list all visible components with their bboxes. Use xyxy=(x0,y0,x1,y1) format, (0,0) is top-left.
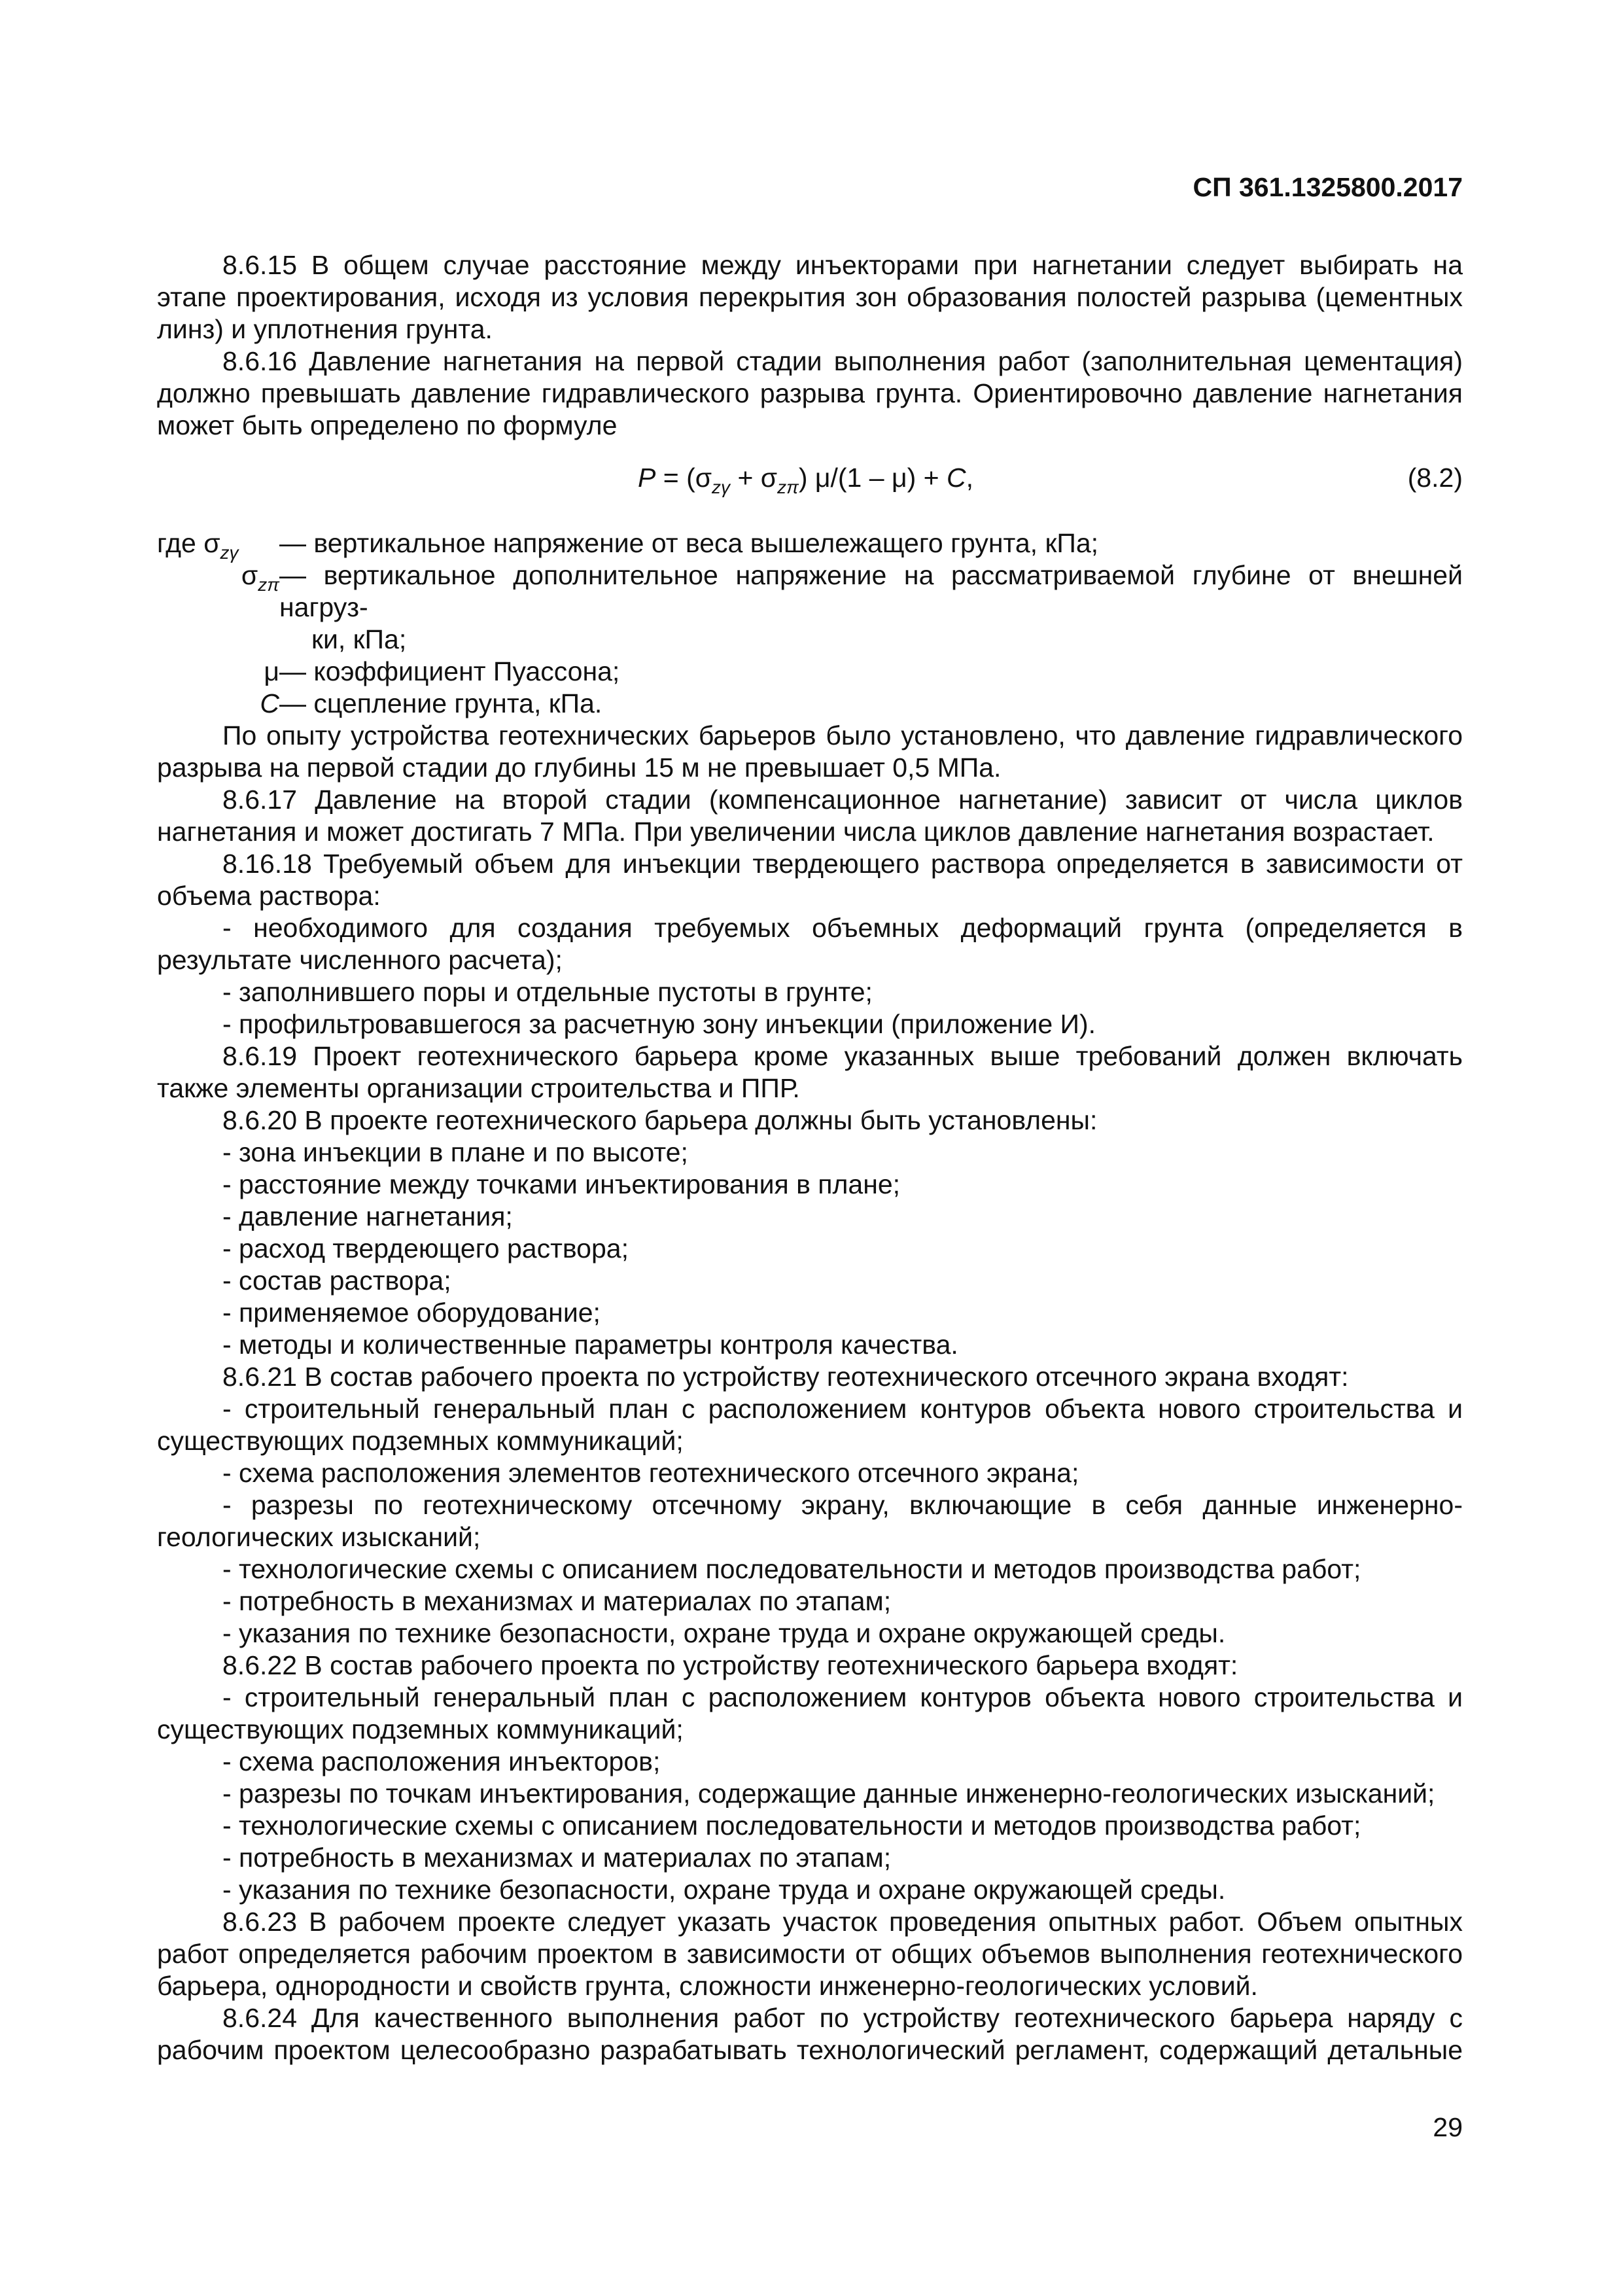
formula-number: (8.2) xyxy=(1407,463,1463,493)
paragraph-8-6-20: 8.6.20 В проекте геотехнического барьера должны быть установлены: xyxy=(222,1105,1098,1135)
document-code-header: СП 361.1325800.2017 xyxy=(1193,172,1463,202)
definition-sigma-z-pi: $\sigma_{z\pi}$ — вертикальное дополнительное напряжение на рассматриваемой глубине от внешней нагруз- xyxy=(241,560,1463,622)
list-item: - схема расположения элементов геотехнического отсечного экрана; xyxy=(222,1458,1079,1488)
paragraph-8-6-22: 8.6.22 В состав рабочего проекта по устройству геотехнического барьера входят: xyxy=(222,1650,1238,1680)
paragraph-experience: По опыту устройства геотехнических барьеров было установлено, что давление гидравлического разрыва на первой стадии до глубины 15 м не превышает 0,5 МПа. xyxy=(157,720,1463,783)
document-body xyxy=(157,249,1463,2066)
definition-sigma-z-gamma: где $\sigma_{z\gamma}$ — вертикальное напряжение от веса вышележащего грунта, кПа; xyxy=(157,528,1099,563)
list-item: - строительный генеральный план с расположением контуров объекта нового строительства и существующих подземных коммуникаций; xyxy=(157,1682,1463,1744)
list-item: - зона инъекции в плане и по высоте; xyxy=(222,1137,688,1167)
list-item: - необходимого для создания требуемых объемных деформаций грунта (определяется в результате численного расчета); xyxy=(157,913,1463,975)
list-item: - профильтровавшегося за расчетную зону инъекции (приложение И). xyxy=(222,1009,1096,1039)
list-item: - давление нагнетания; xyxy=(222,1201,513,1231)
list-item: - технологические схемы с описанием последовательности и методов производства работ; xyxy=(222,1810,1361,1841)
list-item: - разрезы по точкам инъектирования, содержащие данные инженерно-геологических изысканий; xyxy=(222,1778,1435,1809)
definition-c: C — сцепление грунта, кПа. xyxy=(260,688,602,718)
paragraph-8-6-15: 8.6.15 В общем случае расстояние между инъекторами при нагнетании следует выбирать на этапе проектирования, исходя из условия перекрытия зон образования полостей разрыва (цементных линз) и уплотнения грунта. xyxy=(157,250,1463,344)
paragraph-8-6-24: 8.6.24 Для качественного выполнения работ по устройству геотехнического барьера наряду с рабочим проектом целесообразно разрабатывать технологический регламент, содержащий детальные xyxy=(157,2003,1463,2065)
list-item: - технологические схемы с описанием последовательности и методов производства работ; xyxy=(222,1554,1361,1584)
definition-mu: μ — коэффициент Пуассона; xyxy=(264,656,620,686)
list-item: - методы и количественные параметры контроля качества. xyxy=(222,1330,958,1360)
formula-definitions xyxy=(157,527,1463,720)
list-item: - указания по технике безопасности, охране труда и охране окружающей среды. xyxy=(222,1618,1226,1648)
formula-8-2 xyxy=(157,462,1463,497)
formula-expression: $P = (\sigma_{z\gamma} + \sigma_{z\pi})$ μ/(1 – μ) + C, xyxy=(638,463,973,497)
list-item: - разрезы по геотехническому отсечному экрану, включающие в себя данные инженерно-геологических изысканий; xyxy=(157,1490,1463,1552)
paragraph-8-6-23: 8.6.23 В рабочем проекте следует указать участок проведения опытных работ. Объем опытных работ определяется рабочим проектом в зависимости от общих объемов выполнения геотехнического барьера, однородности и свойств грунта, сложности инженерно-геологических условий. xyxy=(157,1907,1463,2001)
paragraph-8-6-21: 8.6.21 В состав рабочего проекта по устройству геотехнического отсечного экрана входят: xyxy=(222,1362,1349,1392)
list-item: - строительный генеральный план с расположением контуров объекта нового строительства и существующих подземных коммуникаций; xyxy=(157,1394,1463,1456)
page-number: 29 xyxy=(1433,2112,1463,2142)
list-item: - указания по технике безопасности, охране труда и охране окружающей среды. xyxy=(222,1875,1226,1905)
list-item: - потребность в механизмах и материалах по этапам; xyxy=(222,1843,892,1873)
list-item: - расход твердеющего раствора; xyxy=(222,1233,629,1263)
list-item: - состав раствора; xyxy=(222,1265,451,1296)
list-item: - схема расположения инъекторов; xyxy=(222,1746,661,1776)
list-item: - заполнившего поры и отдельные пустоты в грунте; xyxy=(222,977,873,1007)
paragraph-8-6-17: 8.6.17 Давление на второй стадии (компенсационное нагнетание) зависит от числа циклов нагнетания и может достигать 7 МПа. При увеличении числа циклов давление нагнетания возрастает. xyxy=(157,785,1463,847)
paragraph-8-16-18: 8.16.18 Требуемый объем для инъекции твердеющего раствора определяется в зависимости от объема раствора: xyxy=(157,849,1463,911)
list-item: - потребность в механизмах и материалах по этапам; xyxy=(222,1586,892,1616)
paragraph-8-6-19: 8.6.19 Проект геотехнического барьера кроме указанных выше требований должен включать также элементы организации строительства и ППР. xyxy=(157,1041,1463,1103)
list-item: - применяемое оборудование; xyxy=(222,1298,601,1328)
list-item: - расстояние между точками инъектирования в плане; xyxy=(222,1169,901,1199)
paragraph-8-6-16: 8.6.16 Давление нагнетания на первой стадии выполнения работ (заполнительная цементация) должно превышать давление гидравлического разрыва грунта. Ориентировочно давление нагнетания может быть определено по формуле xyxy=(157,346,1463,440)
definition-sigma-z-pi-continued: ки, кПа; xyxy=(311,624,407,654)
